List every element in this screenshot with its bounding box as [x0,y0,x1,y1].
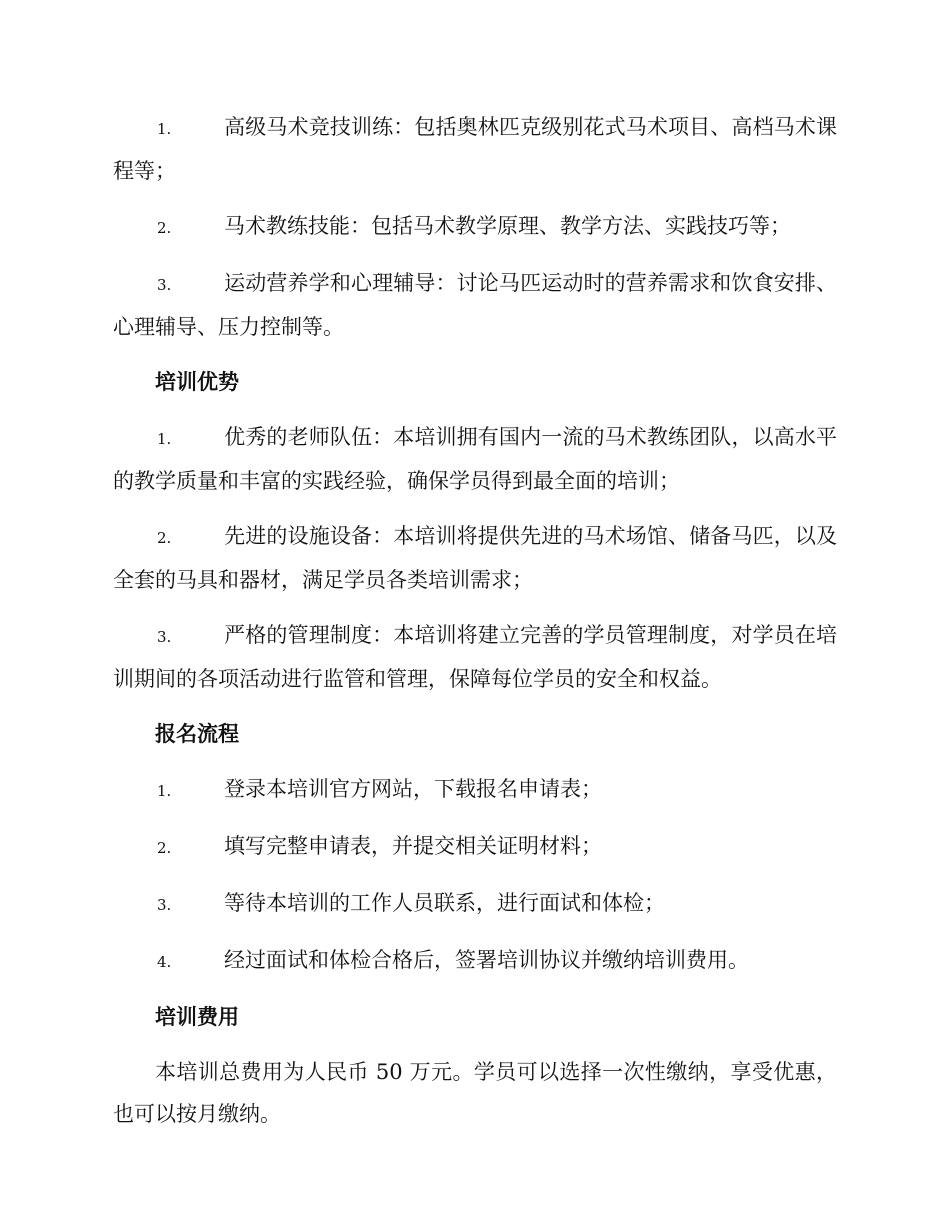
list-item [113,768,837,812]
list-text: 经过面试和体检合格后，签署培训协议并缴纳培训费用。 [224,948,749,972]
list-number: 4. [157,953,172,971]
list-number: 3. [157,896,172,914]
list-number: 2. [157,219,172,237]
list-text: 高级马术竞技训练：包括奥林匹克级别花式马术项目、高档马术课程等； [113,115,837,183]
section-heading-registration: 报名流程 [155,721,239,746]
list-number: 3. [157,276,172,294]
list-text: 运动营养学和心理辅导：讨论马匹运动时的营养需求和饮食安排、心理辅导、压力控制等。 [113,271,837,339]
list-item [113,515,837,601]
list-text: 等待本培训的工作人员联系，进行面试和体检； [224,891,665,915]
list-item [113,614,837,700]
list-item [113,262,837,348]
list-item [113,416,837,502]
list-item [113,106,837,192]
list-item [113,825,837,869]
list-text: 先进的设施设备：本培训将提供先进的马术场馆、储备马匹，以及全套的马具和器材，满足学员各类培训需求； [113,524,837,592]
list-text: 马术教练技能：包括马术教学原理、教学方法、实践技巧等； [224,214,791,238]
list-text: 登录本培训官方网站，下载报名申请表； [224,777,602,801]
list-number: 1. [157,120,172,138]
list-text: 优秀的老师队伍：本培训拥有国内一流的马术教练团队，以高水平的教学质量和丰富的实践经验，确保学员得到最全面的培训； [113,425,837,493]
section-heading-fees: 培训费用 [155,1004,239,1029]
section-heading-advantages: 培训优势 [155,369,239,394]
fees-paragraph: 本培训总费用为人民币 50 万元。学员可以选择一次性缴纳，享受优惠，也可以按月缴纳。 [113,1060,837,1126]
list-item [113,939,837,983]
list-number: 1. [157,430,172,448]
list-number: 3. [157,628,172,646]
list-text: 填写完整申请表，并提交相关证明材料； [224,834,602,858]
list-item [113,882,837,926]
list-number: 2. [157,839,172,857]
list-number: 2. [157,529,172,547]
list-item [113,205,837,249]
list-text: 严格的管理制度：本培训将建立完善的学员管理制度，对学员在培训期间的各项活动进行监管和管理，保障每位学员的安全和权益。 [113,623,837,691]
list-number: 1. [157,782,172,800]
document-page [113,106,837,1135]
